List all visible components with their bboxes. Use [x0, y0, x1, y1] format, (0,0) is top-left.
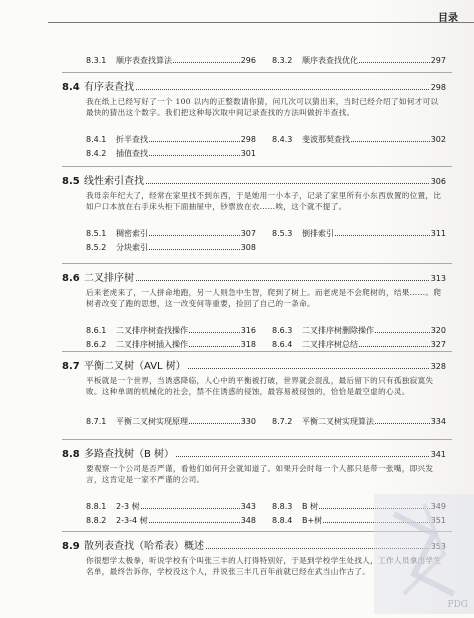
toc-entry[interactable] [272, 325, 446, 336]
entry-page: 351 [430, 516, 446, 525]
watermark-text: PDG [447, 600, 468, 610]
dot-leader [173, 62, 240, 63]
entry-title: 顺序表查找算法 [116, 56, 172, 65]
entry-page: 318 [240, 340, 256, 349]
toc-entry[interactable] [272, 339, 446, 350]
toc-entry[interactable] [86, 55, 256, 66]
entry-number: 8.8.4 [272, 516, 293, 525]
dot-leader [375, 332, 430, 333]
entry-number: 8.5.2 [86, 243, 107, 252]
entry-page: 334 [430, 417, 446, 426]
section-title: 二叉排序树 [84, 273, 134, 284]
page-title: 目录 [438, 13, 458, 24]
section-page: 328 [430, 362, 446, 371]
entry-page: 349 [430, 502, 446, 511]
section-divider [62, 351, 452, 352]
entry-number: 8.3.1 [86, 56, 107, 65]
section-intro-paragraph: 我母亲年纪大了，经常在家里找不到东西，于是她用一小本子，记录了家里所有小东西放置的位置，比如户口本放在右手床头柜下面抽屉中，钞票放在衣……唉，这个就不提了。 [86, 191, 442, 211]
entry-page: 308 [240, 243, 256, 252]
dot-leader [149, 235, 240, 236]
section-heading[interactable] [62, 445, 446, 459]
section-title: 线性索引查找 [84, 176, 144, 187]
dot-leader [359, 62, 430, 63]
entry-page: 302 [430, 135, 446, 144]
entry-page: 343 [240, 502, 256, 511]
dot-leader [335, 235, 430, 236]
entry-title: 平衡二叉树实现算法 [302, 417, 374, 426]
dot-leader [146, 183, 429, 184]
section-number: 8.5 [62, 176, 80, 187]
section-page: 298 [430, 83, 446, 92]
section-page: 306 [430, 177, 446, 186]
dot-leader [136, 280, 429, 281]
entry-number: 8.8.2 [86, 516, 107, 525]
dot-leader [149, 141, 240, 142]
section-title: 平衡二叉树（AVL 树） [84, 361, 186, 372]
entry-title: 二叉排序树查找操作 [116, 326, 188, 335]
entry-number: 8.6.3 [272, 326, 293, 335]
section-intro-paragraph: 平板就是一个世界，当诱惑降临，人心中的平衡被打破，世界就会混乱，最后留下的只有孤独寂寞失败。这种单调的机械化的社会，禁不住诱惑的侵蚀，最容易被侵蚀的，恰恰是最空虚的心灵。 [86, 376, 434, 396]
entry-page: 327 [430, 340, 446, 349]
toc-entry[interactable] [272, 228, 446, 239]
section-intro-paragraph: 你很想学太极拳，听说学校有个叫张三丰的人打得特别好，于是到学校学生处找人，工作人员拿出学生名单，最终告诉你，学校没这个人，并说张三丰几百年前就已经在武当山作古了。 [86, 556, 442, 576]
toc-entry[interactable] [86, 325, 256, 336]
entry-page: 307 [240, 229, 256, 238]
dot-leader [189, 332, 240, 333]
section-divider [62, 439, 452, 440]
toc-entry[interactable] [86, 515, 256, 526]
toc-entry[interactable] [86, 228, 256, 239]
watermark-decoration [354, 474, 474, 614]
section-heading[interactable] [62, 357, 446, 371]
entry-number: 8.6.2 [86, 340, 107, 349]
toc-entry[interactable] [86, 416, 256, 427]
toc-entry[interactable] [86, 501, 256, 512]
entry-page: 330 [240, 417, 256, 426]
dot-leader [351, 141, 430, 142]
entry-title: 二叉排序树插入操作 [116, 340, 188, 349]
header-rule [48, 22, 474, 23]
entry-page: 301 [240, 149, 256, 158]
section-intro-paragraph: 我在纸上已经写好了一个 100 以内的正整数请你猜，问几次可以猜出来，当时已经介绍了如何才可以最快的猜出这个数字。我们把这种每次取中间记录查找的方法叫做折半查找。 [86, 97, 439, 117]
entry-title: 分块索引 [116, 243, 148, 252]
entry-title: 稠密索引 [116, 229, 148, 238]
entry-title: B+树 [302, 516, 323, 525]
entry-number: 8.7.2 [272, 417, 293, 426]
section-heading[interactable] [62, 78, 446, 92]
dot-leader [375, 423, 430, 424]
section-number: 8.4 [62, 82, 80, 93]
toc-entry[interactable] [86, 242, 256, 253]
toc-entry[interactable] [86, 339, 256, 350]
entry-title: 插值查找 [116, 149, 148, 158]
section-number: 8.8 [62, 449, 80, 460]
entry-title: 折半查找 [116, 135, 148, 144]
dot-leader [136, 89, 429, 90]
section-page: 313 [430, 274, 446, 283]
section-page: 341 [430, 450, 446, 459]
entry-page: 320 [430, 326, 446, 335]
entry-number: 8.5.1 [86, 229, 107, 238]
entry-title: 二叉排序树总结 [302, 340, 358, 349]
entry-page: 298 [240, 135, 256, 144]
toc-entry[interactable] [272, 55, 446, 66]
entry-title: 2-3 树 [116, 502, 140, 511]
dot-leader [149, 522, 240, 523]
toc-entry[interactable] [272, 416, 446, 427]
dot-leader [359, 346, 430, 347]
section-title: 有序表查找 [84, 82, 134, 93]
section-number: 8.9 [62, 541, 80, 552]
dot-leader [149, 155, 240, 156]
dot-leader [149, 249, 240, 250]
section-divider [62, 72, 452, 73]
toc-entry[interactable] [86, 148, 256, 159]
entry-number: 8.5.3 [272, 229, 293, 238]
section-number: 8.7 [62, 361, 80, 372]
entry-number: 8.8.3 [272, 502, 293, 511]
entry-number: 8.4.2 [86, 149, 107, 158]
dot-leader [141, 508, 240, 509]
section-heading[interactable] [62, 172, 446, 186]
entry-number: 8.6.4 [272, 340, 293, 349]
section-heading[interactable] [62, 269, 446, 283]
dot-leader [176, 456, 429, 457]
section-divider [62, 263, 452, 264]
dot-leader [189, 423, 240, 424]
entry-number: 8.3.2 [272, 56, 293, 65]
entry-number: 8.8.1 [86, 502, 107, 511]
entry-number: 8.4.1 [86, 135, 107, 144]
entry-title: 二叉排序树删除操作 [302, 326, 374, 335]
entry-number: 8.4.3 [272, 135, 293, 144]
entry-title: 倒排索引 [302, 229, 334, 238]
entry-title: 斐波那契查找 [302, 135, 350, 144]
entry-title: 2-3-4 树 [116, 516, 148, 525]
entry-title: 平衡二叉树实现原理 [116, 417, 188, 426]
entry-number: 8.7.1 [86, 417, 107, 426]
entry-page: 311 [430, 229, 446, 238]
entry-page: 296 [240, 56, 256, 65]
section-number: 8.6 [62, 273, 80, 284]
entry-page: 348 [240, 516, 256, 525]
page-header [0, 0, 474, 26]
section-intro-paragraph: 要观察一个公司是否严谨，看他们如何开会就知道了。如果开会时每一个人都只是带一张嘴，即兴发言，这肯定是一家不严谨的公司。 [86, 464, 434, 484]
entry-page: 316 [240, 326, 256, 335]
section-title: 散列表查找（哈希表）概述 [84, 541, 204, 552]
toc-entry[interactable] [86, 134, 256, 145]
section-title: 多路查找树（B 树） [84, 449, 175, 460]
entry-page: 297 [430, 56, 446, 65]
section-intro-paragraph: 后来老虎来了，一人拼命地跑，另一人则急中生智，爬到了树上。而老虎是不会爬树的，结果……。爬树者改变了跑的思想，这一改变何等重要，捡回了自己的一条命。 [86, 288, 442, 308]
section-divider [62, 166, 452, 167]
entry-title: B 树 [302, 502, 319, 511]
entry-title: 顺序表查找优化 [302, 56, 358, 65]
dot-leader [189, 346, 240, 347]
section-page: 353 [430, 542, 446, 551]
dot-leader [188, 368, 429, 369]
toc-entry[interactable] [272, 134, 446, 145]
entry-number: 8.6.1 [86, 326, 107, 335]
